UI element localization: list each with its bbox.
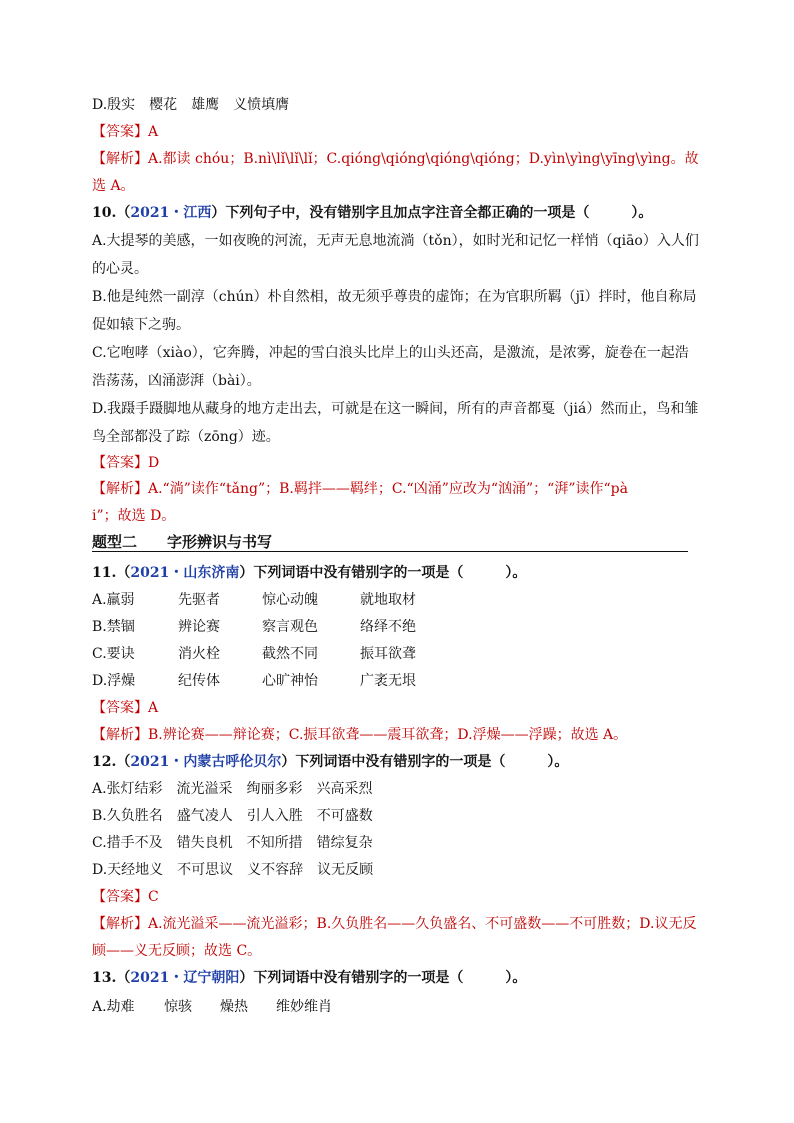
q10-option-a-line1: A.大提琴的美感，一如夜晚的河流，无声无息地流淌（tǒn），如时光和记忆一样悄（qiāo）入人们 — [92, 233, 699, 249]
analysis-text: A.“淌”读作“tǎng”；B.羁拌——羁绊；C.“凶涌”应改为“汹涌”；“湃”读作“pà — [148, 481, 628, 497]
answer-tag: 【答案】 — [92, 889, 148, 905]
answer-value: A — [148, 124, 159, 140]
q12-option-b: B.久负胜名 盛气凌人 引人入胜 不可盛数 — [92, 808, 373, 824]
question-number: 13.（ — [92, 970, 131, 986]
word: 惊骇 — [164, 999, 192, 1015]
answer-value: C — [148, 889, 159, 905]
word: 燥热 — [220, 999, 248, 1015]
answer-tag: 【答案】 — [92, 700, 148, 716]
answer-line-11 — [92, 698, 158, 718]
word: D.浮燥 — [92, 673, 136, 689]
question-source: 2021・山东济南 — [130, 565, 240, 581]
q12-option-d: D.天经地义 不可思议 义不容辞 议无反顾 — [92, 862, 374, 878]
question-source: 2021・辽宁朝阳 — [130, 970, 240, 986]
analysis-line-12b: 顾——义无反顾；故选 C。 — [92, 943, 262, 959]
question-11-stem — [92, 563, 526, 583]
section-heading: 题型二 字形辨识与书写 — [92, 533, 273, 551]
question-text: ）下列句子中，没有错别字且加点字注音全都正确的一项是（ ）。 — [211, 205, 653, 221]
question-source: 2021・江西 — [130, 205, 212, 221]
analysis-text: A.流光溢采——流光溢彩；B.久负胜名——久负盛名、不可盛数——不可胜数；D.议无反 — [148, 916, 697, 932]
word: 络绎不绝 — [360, 619, 416, 635]
analysis-line-10a — [92, 479, 628, 499]
answer-tag: 【答案】 — [92, 124, 148, 140]
answer-line-9 — [92, 122, 158, 142]
q12-option-a: A.张灯结彩 流光溢采 绚丽多彩 兴高采烈 — [92, 781, 373, 797]
word: A.羸弱 — [92, 592, 135, 608]
word: 纪传体 — [178, 673, 220, 689]
question-12-stem — [92, 752, 568, 772]
word: B.禁锢 — [92, 619, 135, 635]
word: C.要诀 — [92, 646, 135, 662]
word: 振耳欲聋 — [360, 646, 416, 662]
analysis-text: B.辨论赛——辩论赛；C.振耳欲聋——震耳欲聋；D.浮燥——浮躁；故选 A。 — [148, 727, 628, 743]
analysis-text: A.都读 chóu；B.nì\lǐ\lǐ\lǐ；C.qióng\qióng\qióng\qióng；D.yìn\yìng\yīng\yìng。故 — [148, 151, 699, 167]
question-number: 12.（ — [92, 754, 131, 770]
analysis-tag: 【解析】 — [92, 481, 148, 497]
q10-option-c-line2: 浩荡荡，凶涌澎湃（bài）。 — [92, 373, 261, 389]
q10-option-c-line1: C.它咆哮（xiào），它奔腾，冲起的雪白浪头比岸上的山头还高，是激流，是浓雾，旋卷在一起浩 — [92, 345, 689, 361]
section-divider — [92, 551, 688, 552]
question-text: ）下列词语中没有错别字的一项是（ ）。 — [239, 970, 527, 986]
word: A.劫难 — [92, 999, 135, 1015]
question-13-stem — [92, 968, 526, 988]
word: 察言观色 — [262, 619, 318, 635]
analysis-line-10b: i”；故选 D。 — [92, 508, 176, 524]
word: 先驱者 — [178, 592, 220, 608]
answer-value: A — [148, 700, 159, 716]
word: 消火栓 — [178, 646, 220, 662]
word: 心旷神怡 — [262, 673, 318, 689]
analysis-tag: 【解析】 — [92, 916, 148, 932]
answer-line-12 — [92, 887, 159, 907]
word: 惊心动魄 — [262, 592, 318, 608]
q10-option-d-line1: D.我蹑手蹑脚地从藏身的地方走出去，可就是在这一瞬间，所有的声音都戛（jiá）然而止，鸟和雏 — [92, 401, 699, 417]
question-number: 10.（ — [92, 205, 131, 221]
question-number: 11.（ — [92, 565, 131, 581]
answer-tag: 【答案】 — [92, 455, 148, 471]
q10-option-b-line1: B.他是纯然一副淳（chún）朴自然相，故无须乎尊贵的虚饰；在为官职所羁（jī）拌时，他自称局 — [92, 289, 697, 305]
word: 截然不同 — [262, 646, 318, 662]
answer-line-10 — [92, 453, 159, 473]
question-text: ）下列词语中没有错别字的一项是（ ）。 — [239, 565, 527, 581]
question-source: 2021・内蒙古呼伦贝尔 — [130, 754, 282, 770]
q10-option-d-line2: 鸟全部都没了踪（zōng）迹。 — [92, 429, 280, 445]
analysis-line-12a — [92, 914, 696, 934]
analysis-line-9b: 选 A。 — [92, 178, 135, 194]
prev-option-d: D.殷实 樱花 雄鹰 义愤填膺 — [92, 97, 290, 113]
q10-option-b-line2: 促如辕下之驹。 — [92, 317, 190, 333]
question-text: ）下列词语中没有错别字的一项是（ ）。 — [281, 754, 569, 770]
word: 维妙维肖 — [276, 999, 332, 1015]
word: 广袤无垠 — [360, 673, 416, 689]
answer-value: D — [148, 455, 160, 471]
word: 辨论赛 — [178, 619, 220, 635]
analysis-tag: 【解析】 — [92, 727, 148, 743]
analysis-line-9a — [92, 149, 699, 169]
q10-option-a-line2: 的心灵。 — [92, 261, 148, 277]
word: 就地取材 — [360, 592, 416, 608]
analysis-line-11 — [92, 725, 627, 745]
analysis-tag: 【解析】 — [92, 151, 148, 167]
question-10-stem — [92, 203, 652, 223]
q12-option-c: C.措手不及 错失良机 不知所措 错综复杂 — [92, 835, 373, 851]
